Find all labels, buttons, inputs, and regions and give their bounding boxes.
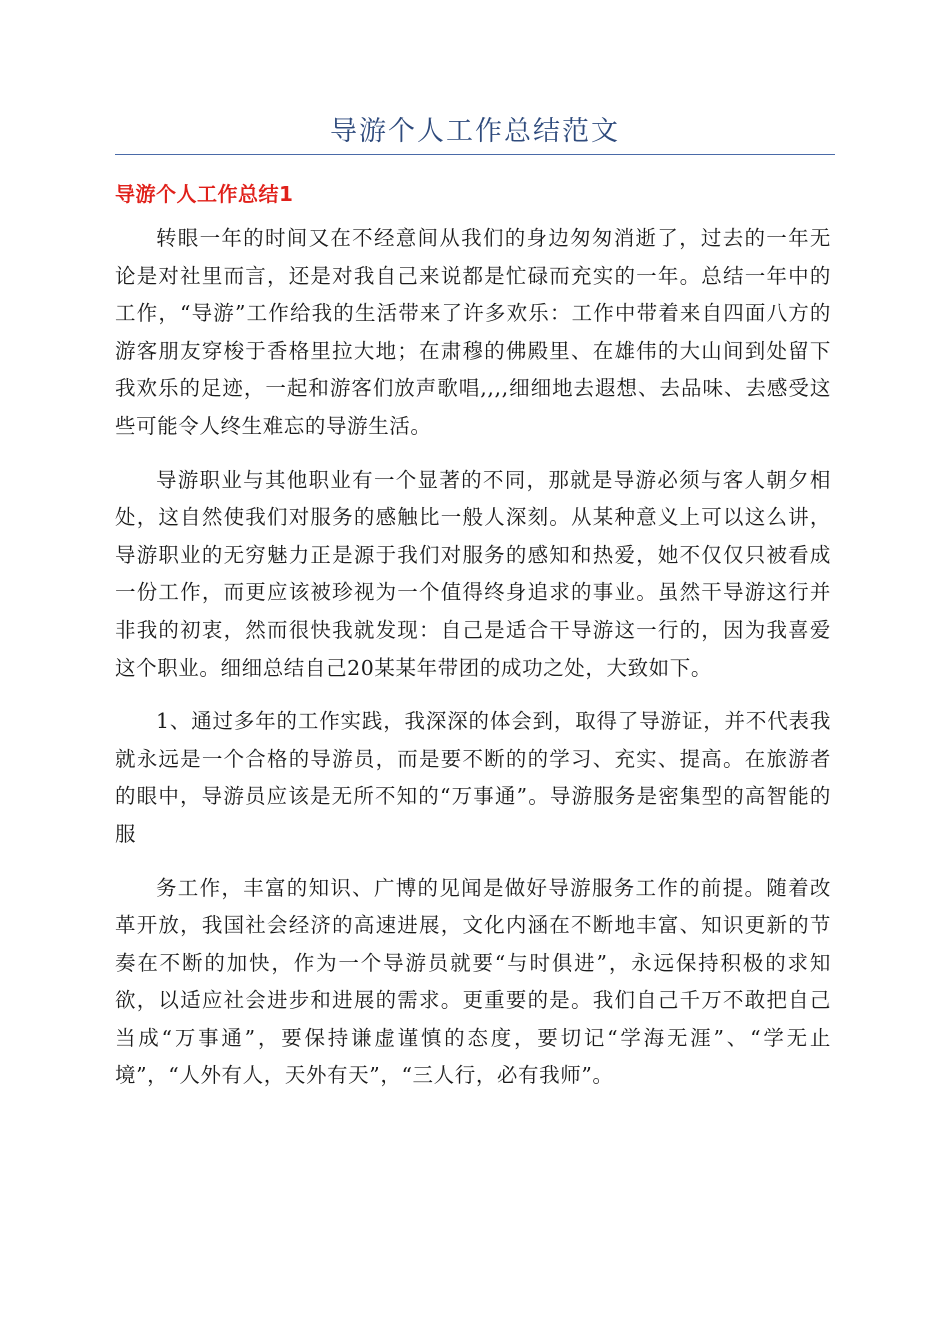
body-paragraph-2: 导游职业与其他职业有一个显著的不同，那就是导游必须与客人朝夕相处，这自然使我们对服务的感触比一般人深刻。从某种意义上可以这么讲，导游职业的无穷魅力正是源于我们对服务的感知和热爱，她不仅仅只被看成一份工作，而更应该被珍视为一个值得终身追求的事业。虽然干导游这行并非我的初衷，然而很快我就发现：自己是适合干导游这一行的，因为我喜爱这个职业。细细总结自己20某某年带团的成功之处，大致如下。 <box>115 467 831 680</box>
body-paragraph-3: 1、通过多年的工作实践，我深深的体会到，取得了导游证，并不代表我就永远是一个合格的导游员，而是要不断的的学习、充实、提高。在旅游者的眼中，导游员应该是无所不知的“万事通”。导游服务是密集型的高智能的服 <box>115 709 831 846</box>
document-title: 导游个人工作总结范文 <box>330 116 620 147</box>
body-paragraph-1: 转眼一年的时间又在不经意间从我们的身边匆匆消逝了，过去的一年无论是对社里而言，还是对我自己来说都是忙碌而充实的一年。总结一年中的工作，“导游”工作给我的生活带来了许多欢乐：工作中带着来自四面八方的游客朋友穿梭于香格里拉大地；在肃穆的佛殿里、在雄伟的大山间到处留下我欢乐的足迹，一起和游客们放声歌唱,,,,细细地去遐想、去品味、去感受这些可能令人终生难忘的导游生活。 <box>115 226 831 438</box>
title-underline-rule <box>115 154 835 155</box>
body-paragraph-4: 务工作，丰富的知识、广博的见闻是做好导游服务工作的前提。随着改革开放，我国社会经济的高速进展，文化内涵在不断地丰富、知识更新的节奏在不断的加快，作为一个导游员就要“与时俱进”，永远保持积极的求知欲，以适应社会进步和进展的需求。更重要的是。我们自己千万不敢把自己当成“万事通”，要保持谦虚谨慎的态度，要切记“学海无涯”、“学无止境”，“人外有人，天外有天”，“三人行，必有我师”。 <box>115 875 831 1088</box>
section-heading: 导游个人工作总结1 <box>115 182 294 206</box>
document-body <box>115 220 831 1111</box>
